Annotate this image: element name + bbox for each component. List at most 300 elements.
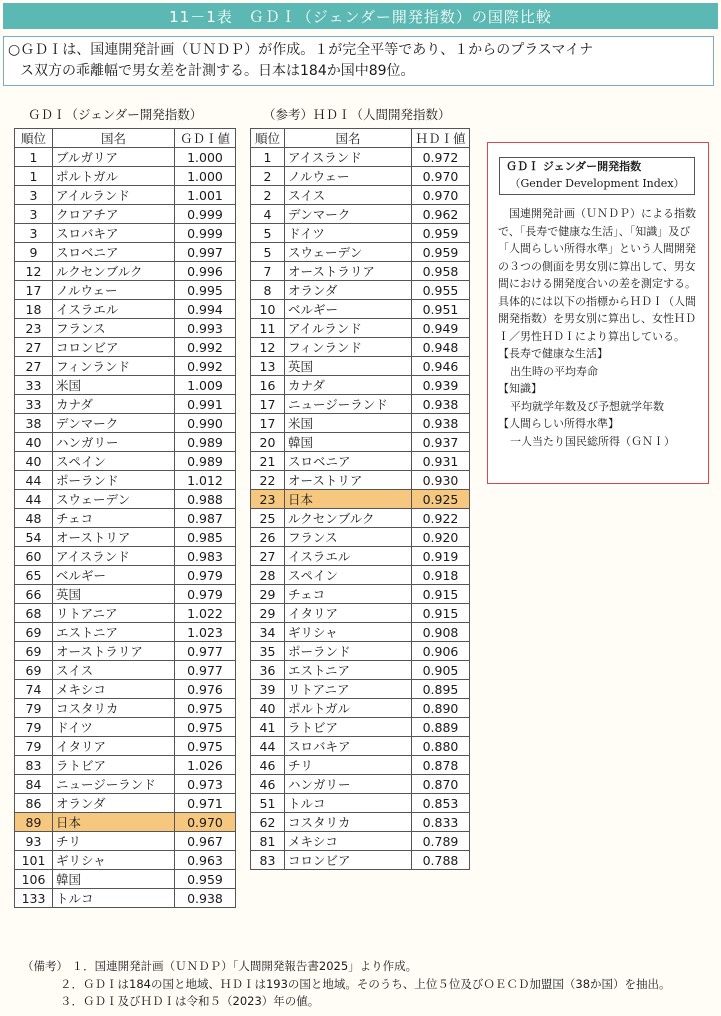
rank-cell: 20 xyxy=(251,433,285,452)
value-cell: 0.991 xyxy=(175,395,236,414)
table-row xyxy=(15,281,236,300)
country-cell: ドイツ xyxy=(53,718,175,737)
value-cell: 1.023 xyxy=(175,623,236,642)
table-row xyxy=(15,794,236,813)
table-row xyxy=(251,585,470,604)
country-cell: ベルギー xyxy=(53,566,175,585)
value-cell: 0.971 xyxy=(175,794,236,813)
table-row xyxy=(251,471,470,490)
value-cell: 0.922 xyxy=(412,509,470,528)
rank-cell: 106 xyxy=(15,870,53,889)
table-row xyxy=(15,148,236,167)
value-cell: 0.789 xyxy=(412,832,470,851)
value-cell: 1.009 xyxy=(175,376,236,395)
value-cell: 1.026 xyxy=(175,756,236,775)
table-row xyxy=(15,623,236,642)
rank-cell: 60 xyxy=(15,547,53,566)
value-cell: 0.880 xyxy=(412,737,470,756)
rank-cell: 79 xyxy=(15,737,53,756)
country-cell: 英国 xyxy=(53,585,175,604)
rank-cell: 69 xyxy=(15,623,53,642)
value-cell: 0.970 xyxy=(412,167,470,186)
table-row xyxy=(251,832,470,851)
rank-cell: 1 xyxy=(15,167,53,186)
country-cell: 米国 xyxy=(53,376,175,395)
rank-cell: 29 xyxy=(251,585,285,604)
value-cell: 0.970 xyxy=(412,186,470,205)
rank-cell: 54 xyxy=(15,528,53,547)
rank-cell: 18 xyxy=(15,300,53,319)
table-row xyxy=(15,604,236,623)
table-row xyxy=(251,262,470,281)
value-cell: 0.920 xyxy=(412,528,470,547)
table-row xyxy=(251,205,470,224)
rank-cell: 5 xyxy=(251,243,285,262)
definition-paragraph: 出生時の平均寿命 xyxy=(510,364,598,378)
table-row xyxy=(251,452,470,471)
value-cell: 0.967 xyxy=(175,832,236,851)
gdi-header-country: 国名 xyxy=(53,129,175,148)
country-cell: イスラエル xyxy=(285,547,412,566)
gdi-table-body xyxy=(15,148,236,908)
value-cell: 0.975 xyxy=(175,699,236,718)
country-cell: イタリア xyxy=(285,604,412,623)
country-cell: オーストラリア xyxy=(53,642,175,661)
table-row xyxy=(15,585,236,604)
definition-title xyxy=(499,157,695,195)
country-cell: 日本 xyxy=(285,490,412,509)
value-cell: 0.906 xyxy=(412,642,470,661)
rank-cell: 41 xyxy=(251,718,285,737)
table-row xyxy=(251,756,470,775)
country-cell: コロンビア xyxy=(53,338,175,357)
table-row xyxy=(15,452,236,471)
rank-cell: 101 xyxy=(15,851,53,870)
country-cell: スペイン xyxy=(53,452,175,471)
country-cell: ギリシャ xyxy=(53,851,175,870)
value-cell: 0.996 xyxy=(175,262,236,281)
table-row xyxy=(251,148,470,167)
table-row xyxy=(251,699,470,718)
value-cell: 0.988 xyxy=(175,490,236,509)
rank-cell: 74 xyxy=(15,680,53,699)
country-cell: スイス xyxy=(53,661,175,680)
country-cell: スウェーデン xyxy=(285,243,412,262)
rank-cell: 38 xyxy=(15,414,53,433)
table-row xyxy=(15,718,236,737)
table-row xyxy=(15,224,236,243)
value-cell: 0.997 xyxy=(175,243,236,262)
country-cell: コスタリカ xyxy=(53,699,175,718)
value-cell: 0.993 xyxy=(175,319,236,338)
table-row xyxy=(251,547,470,566)
value-cell: 0.938 xyxy=(412,395,470,414)
table-row xyxy=(251,680,470,699)
country-cell: ブルガリア xyxy=(53,148,175,167)
value-cell: 0.918 xyxy=(412,566,470,585)
table-row xyxy=(251,509,470,528)
table-row xyxy=(251,661,470,680)
country-cell: デンマーク xyxy=(53,414,175,433)
value-cell: 0.908 xyxy=(412,623,470,642)
table-row xyxy=(251,642,470,661)
table-row xyxy=(15,528,236,547)
value-cell: 0.999 xyxy=(175,224,236,243)
value-cell: 0.979 xyxy=(175,566,236,585)
rank-cell: 51 xyxy=(251,794,285,813)
value-cell: 0.959 xyxy=(175,870,236,889)
value-cell: 0.985 xyxy=(175,528,236,547)
country-cell: スロバキア xyxy=(53,224,175,243)
table-row xyxy=(15,547,236,566)
table-row xyxy=(251,414,470,433)
definition-paragraph: 国連開発計画（ＵＮＤＰ）による指数で、「長寿で健康な生活」、「知識」及び「人間らしい所得水準」という人間開発の３つの側面を男女別に算出して、男女間における開発度合いの差を測定する。具体的には以下の指標からＨＤＩ（人間開発指数）を男女別に算出し、女性ＨＤＩ／男性ＨＤＩにより算出している。 xyxy=(498,207,696,343)
country-cell: イスラエル xyxy=(53,300,175,319)
hdi-header-row xyxy=(251,129,470,148)
rank-cell: 48 xyxy=(15,509,53,528)
country-cell: ハンガリー xyxy=(53,433,175,452)
gdi-header-value: ＧＤＩ値 xyxy=(175,129,236,148)
table-row xyxy=(15,186,236,205)
country-cell: エストニア xyxy=(53,623,175,642)
table-row xyxy=(15,319,236,338)
value-cell: 0.999 xyxy=(175,205,236,224)
rank-cell: 62 xyxy=(251,813,285,832)
rank-cell: 83 xyxy=(15,756,53,775)
table-row xyxy=(15,661,236,680)
value-cell: 1.001 xyxy=(175,186,236,205)
table-row xyxy=(251,813,470,832)
country-cell: 韓国 xyxy=(53,870,175,889)
summary-line-2: ス双方の乖離幅で男女差を計測する。日本は184か国中89位。 xyxy=(20,63,415,79)
table-row xyxy=(251,490,470,509)
value-cell: 0.983 xyxy=(175,547,236,566)
page-title: 11－1表 ＧＤＩ（ジェンダー開発指数）の国際比較 xyxy=(3,3,718,29)
rank-cell: 27 xyxy=(15,338,53,357)
value-cell: 0.963 xyxy=(175,851,236,870)
table-row xyxy=(15,813,236,832)
table-row xyxy=(251,623,470,642)
value-cell: 0.915 xyxy=(412,604,470,623)
value-cell: 1.000 xyxy=(175,148,236,167)
country-cell: ポルトガル xyxy=(53,167,175,186)
table-row xyxy=(15,357,236,376)
country-cell: フランス xyxy=(53,319,175,338)
country-cell: コスタリカ xyxy=(285,813,412,832)
country-cell: カナダ xyxy=(53,395,175,414)
table-row xyxy=(251,775,470,794)
value-cell: 0.925 xyxy=(412,490,470,509)
summary-line-1: ○ＧＤＩは、国連開発計画（ＵＮＤＰ）が作成。１が完全平等であり、１からのプラスマイナ xyxy=(8,42,594,58)
value-cell: 0.915 xyxy=(412,585,470,604)
rank-cell: 29 xyxy=(251,604,285,623)
value-cell: 0.970 xyxy=(175,813,236,832)
rank-cell: 17 xyxy=(15,281,53,300)
country-cell: オーストリア xyxy=(53,528,175,547)
country-cell: イタリア xyxy=(53,737,175,756)
value-cell: 0.946 xyxy=(412,357,470,376)
country-cell: 英国 xyxy=(285,357,412,376)
value-cell: 0.905 xyxy=(412,661,470,680)
value-cell: 0.987 xyxy=(175,509,236,528)
value-cell: 0.919 xyxy=(412,547,470,566)
country-cell: アイルランド xyxy=(285,319,412,338)
rank-cell: 33 xyxy=(15,376,53,395)
gdi-header-row xyxy=(15,129,236,148)
value-cell: 0.939 xyxy=(412,376,470,395)
notes-label: （備考） xyxy=(22,959,68,973)
rank-cell: 40 xyxy=(15,452,53,471)
country-cell: トルコ xyxy=(285,794,412,813)
rank-cell: 13 xyxy=(251,357,285,376)
country-cell: 米国 xyxy=(285,414,412,433)
country-cell: ラトビア xyxy=(53,756,175,775)
table-row xyxy=(251,566,470,585)
value-cell: 0.889 xyxy=(412,718,470,737)
table-row xyxy=(15,642,236,661)
rank-cell: 44 xyxy=(15,490,53,509)
rank-cell: 17 xyxy=(251,395,285,414)
value-cell: 0.938 xyxy=(412,414,470,433)
table-row xyxy=(251,794,470,813)
rank-cell: 9 xyxy=(15,243,53,262)
table-row xyxy=(15,566,236,585)
rank-cell: 40 xyxy=(15,433,53,452)
country-cell: フィンランド xyxy=(53,357,175,376)
country-cell: スウェーデン xyxy=(53,490,175,509)
table-row xyxy=(251,528,470,547)
value-cell: 0.972 xyxy=(412,148,470,167)
definition-title-ja: ＧＤＩ ジェンダー開発指数 xyxy=(506,160,642,173)
value-cell: 0.994 xyxy=(175,300,236,319)
country-cell: アイスランド xyxy=(285,148,412,167)
table-row xyxy=(251,851,470,870)
rank-cell: 12 xyxy=(251,338,285,357)
rank-cell: 93 xyxy=(15,832,53,851)
rank-cell: 36 xyxy=(251,661,285,680)
table-row xyxy=(15,262,236,281)
rank-cell: 21 xyxy=(251,452,285,471)
value-cell: 0.962 xyxy=(412,205,470,224)
rank-cell: 65 xyxy=(15,566,53,585)
rank-cell: 86 xyxy=(15,794,53,813)
value-cell: 0.992 xyxy=(175,338,236,357)
rank-cell: 10 xyxy=(251,300,285,319)
rank-cell: 133 xyxy=(15,889,53,908)
hdi-table xyxy=(250,128,470,870)
rank-cell: 7 xyxy=(251,262,285,281)
rank-cell: 27 xyxy=(15,357,53,376)
value-cell: 0.959 xyxy=(412,243,470,262)
country-cell: コロンビア xyxy=(285,851,412,870)
country-cell: デンマーク xyxy=(285,205,412,224)
country-cell: フィンランド xyxy=(285,338,412,357)
table-row xyxy=(15,395,236,414)
table-row xyxy=(251,281,470,300)
rank-cell: 35 xyxy=(251,642,285,661)
table-row xyxy=(15,433,236,452)
rank-cell: 79 xyxy=(15,718,53,737)
country-cell: 日本 xyxy=(53,813,175,832)
country-cell: スイス xyxy=(285,186,412,205)
value-cell: 0.992 xyxy=(175,357,236,376)
gdi-table-title: ＧＤＩ（ジェンダー開発指数） xyxy=(28,107,203,122)
table-row xyxy=(15,756,236,775)
hdi-header-value: ＨＤＩ値 xyxy=(412,129,470,148)
rank-cell: 22 xyxy=(251,471,285,490)
rank-cell: 34 xyxy=(251,623,285,642)
rank-cell: 39 xyxy=(251,680,285,699)
value-cell: 0.995 xyxy=(175,281,236,300)
country-cell: ハンガリー xyxy=(285,775,412,794)
table-row xyxy=(15,851,236,870)
table-row xyxy=(15,699,236,718)
value-cell: 0.975 xyxy=(175,718,236,737)
hdi-header-country: 国名 xyxy=(285,129,412,148)
value-cell: 0.955 xyxy=(412,281,470,300)
table-row xyxy=(15,471,236,490)
country-cell: アイスランド xyxy=(53,547,175,566)
value-cell: 0.990 xyxy=(175,414,236,433)
value-cell: 0.931 xyxy=(412,452,470,471)
rank-cell: 79 xyxy=(15,699,53,718)
country-cell: トルコ xyxy=(53,889,175,908)
country-cell: リトアニア xyxy=(285,680,412,699)
value-cell: 0.895 xyxy=(412,680,470,699)
rank-cell: 46 xyxy=(251,756,285,775)
value-cell: 0.958 xyxy=(412,262,470,281)
rank-cell: 1 xyxy=(15,148,53,167)
country-cell: ニュージーランド xyxy=(53,775,175,794)
definition-paragraph: 一人当たり国民総所得（ＧＮＩ） xyxy=(510,434,675,448)
rank-cell: 44 xyxy=(251,737,285,756)
country-cell: スロベニア xyxy=(285,452,412,471)
rank-cell: 8 xyxy=(251,281,285,300)
rank-cell: 16 xyxy=(251,376,285,395)
table-row xyxy=(15,737,236,756)
country-cell: ニュージーランド xyxy=(285,395,412,414)
table-row xyxy=(15,680,236,699)
country-cell: スペイン xyxy=(285,566,412,585)
country-cell: ラトビア xyxy=(285,718,412,737)
definition-paragraph: 平均就学年数及び予想就学年数 xyxy=(510,399,664,413)
country-cell: ノルウェー xyxy=(285,167,412,186)
country-cell: ポーランド xyxy=(285,642,412,661)
note-item: ２．ＧＤＩは184の国と地域、ＨＤＩは193の国と地域。そのうち、上位５位及びＯＥＣＤ加盟国（38か国）を抽出。 xyxy=(60,976,671,991)
rank-cell: 69 xyxy=(15,661,53,680)
table-row xyxy=(251,376,470,395)
country-cell: リトアニア xyxy=(53,604,175,623)
rank-cell: 3 xyxy=(15,186,53,205)
rank-cell: 17 xyxy=(251,414,285,433)
rank-cell: 69 xyxy=(15,642,53,661)
table-row xyxy=(251,300,470,319)
country-cell: カナダ xyxy=(285,376,412,395)
table-row xyxy=(15,775,236,794)
value-cell: 0.979 xyxy=(175,585,236,604)
country-cell: オーストリア xyxy=(285,471,412,490)
country-cell: チリ xyxy=(53,832,175,851)
gdi-header-rank: 順位 xyxy=(15,129,53,148)
value-cell: 1.012 xyxy=(175,471,236,490)
value-cell: 0.870 xyxy=(412,775,470,794)
rank-cell: 89 xyxy=(15,813,53,832)
country-cell: メキシコ xyxy=(285,832,412,851)
gdi-table xyxy=(14,128,236,908)
table-row xyxy=(15,205,236,224)
country-cell: フランス xyxy=(285,528,412,547)
rank-cell: 83 xyxy=(251,851,285,870)
country-cell: オランダ xyxy=(53,794,175,813)
value-cell: 0.938 xyxy=(175,889,236,908)
value-cell: 0.949 xyxy=(412,319,470,338)
value-cell: 0.937 xyxy=(412,433,470,452)
rank-cell: 1 xyxy=(251,148,285,167)
rank-cell: 5 xyxy=(251,224,285,243)
value-cell: 0.833 xyxy=(412,813,470,832)
rank-cell: 12 xyxy=(15,262,53,281)
table-row xyxy=(251,395,470,414)
value-cell: 0.977 xyxy=(175,661,236,680)
country-cell: クロアチア xyxy=(53,205,175,224)
note-item: １．国連開発計画（ＵＮＤＰ）「人間開発報告書2025」より作成。 xyxy=(71,959,418,973)
value-cell: 1.022 xyxy=(175,604,236,623)
country-cell: ルクセンブルク xyxy=(53,262,175,281)
country-cell: チェコ xyxy=(285,585,412,604)
value-cell: 0.989 xyxy=(175,433,236,452)
value-cell: 0.976 xyxy=(175,680,236,699)
rank-cell: 23 xyxy=(15,319,53,338)
table-row xyxy=(251,167,470,186)
definition-paragraph: 【知識】 xyxy=(498,382,542,395)
rank-cell: 2 xyxy=(251,186,285,205)
value-cell: 0.788 xyxy=(412,851,470,870)
rank-cell: 23 xyxy=(251,490,285,509)
rank-cell: 68 xyxy=(15,604,53,623)
hdi-header-rank: 順位 xyxy=(251,129,285,148)
table-row xyxy=(15,832,236,851)
table-row xyxy=(251,737,470,756)
value-cell: 0.989 xyxy=(175,452,236,471)
table-row xyxy=(15,870,236,889)
table-row xyxy=(251,357,470,376)
rank-cell: 3 xyxy=(15,205,53,224)
value-cell: 0.930 xyxy=(412,471,470,490)
table-row xyxy=(251,433,470,452)
country-cell: オランダ xyxy=(285,281,412,300)
value-cell: 0.951 xyxy=(412,300,470,319)
table-row xyxy=(15,300,236,319)
country-cell: ベルギー xyxy=(285,300,412,319)
table-row xyxy=(251,243,470,262)
hdi-table-body xyxy=(251,148,470,870)
rank-cell: 40 xyxy=(251,699,285,718)
value-cell: 0.853 xyxy=(412,794,470,813)
rank-cell: 25 xyxy=(251,509,285,528)
country-cell: オーストラリア xyxy=(285,262,412,281)
table-row xyxy=(15,889,236,908)
rank-cell: 27 xyxy=(251,547,285,566)
table-row xyxy=(15,490,236,509)
rank-cell: 66 xyxy=(15,585,53,604)
country-cell: ポルトガル xyxy=(285,699,412,718)
note-item: ３．ＧＤＩ及びＨＤＩは令和５（2023）年の値。 xyxy=(60,994,320,1008)
rank-cell: 44 xyxy=(15,471,53,490)
value-cell: 0.977 xyxy=(175,642,236,661)
value-cell: 0.948 xyxy=(412,338,470,357)
definition-body xyxy=(498,205,702,450)
country-cell: チェコ xyxy=(53,509,175,528)
